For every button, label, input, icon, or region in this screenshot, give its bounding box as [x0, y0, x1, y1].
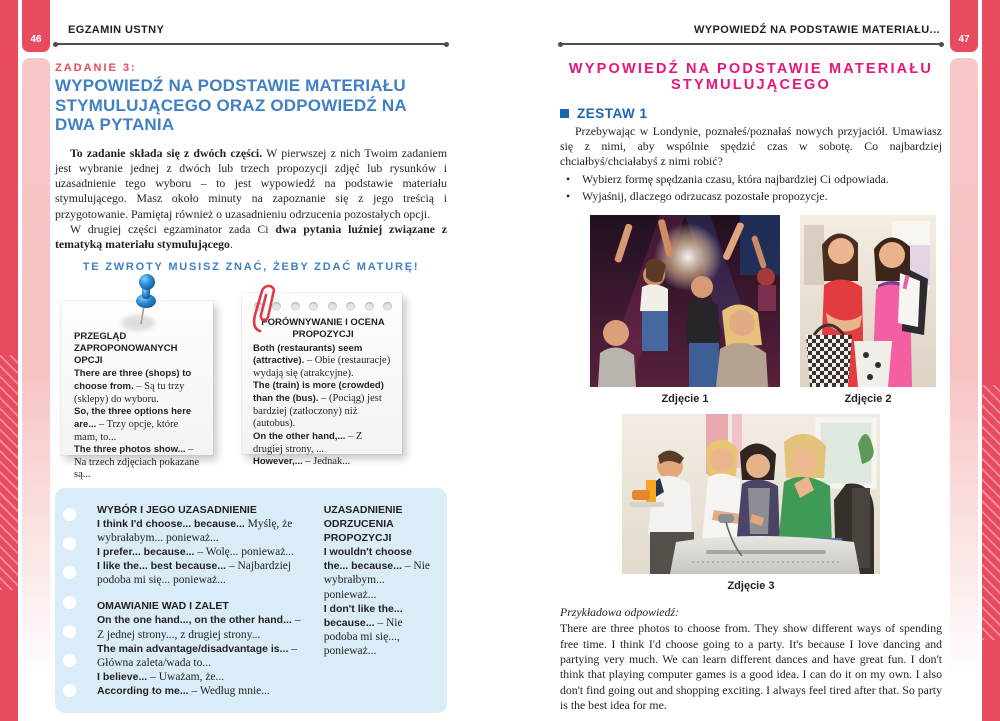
note-options-overview: [61, 301, 213, 481]
right-running-head: WYPOWIEDŹ NA PODSTAWIE MATERIAŁU...: [693, 24, 940, 36]
page-number-badge-right: [950, 0, 978, 52]
phrase-english: There are three (shops) to choose from.: [74, 368, 192, 393]
phrase-english: The main advantage/disadvantage is...: [97, 642, 289, 655]
phrase-item: [253, 380, 393, 431]
phrase-english: The three photos show...: [74, 444, 186, 456]
perforation-hole: [383, 302, 392, 311]
phrase-polish: – (Pociąg) jest bardziej (zatłoczony) niż (autobus).: [253, 393, 382, 430]
phrase-english: The (train) is more (crowded) than the (bus).: [253, 380, 384, 405]
phrase-polish: – Z jednej strony..., z drugiej strony...: [97, 614, 301, 641]
phrase-item: [74, 444, 204, 482]
right-page: [560, 24, 942, 713]
left-pink-strip: [22, 58, 50, 680]
note1-items: [74, 368, 204, 482]
phrase-section-title: OMAWIANIE WAD I ZALET: [97, 600, 229, 613]
phrase-english: I prefer... because...: [97, 546, 195, 559]
left-header-rule: [55, 43, 447, 45]
task-bullet-2: [560, 188, 942, 205]
square-bullet-icon: [560, 109, 569, 118]
phrase-english: I don't like the... because...: [323, 602, 403, 629]
bullet-text: Wybierz formę spędzania czasu, która najbardziej Ci odpowiada.: [582, 172, 889, 187]
right-header-rule: [560, 43, 942, 45]
intro-paragraph-2: [55, 222, 447, 252]
phrase-polish: – Główna zaleta/wada to...: [97, 642, 298, 669]
phrase-item: [324, 602, 435, 658]
task-text: Przebywając w Londynie, poznałeś/poznałaś nowych przyjaciół. Umawiasz się z nimi, aby wspólnie spędzić czas w sobotę. Co najbardziej chciałbyś/chciałabyś z nimi robić?: [560, 124, 942, 169]
note2-items: [253, 343, 393, 469]
sticky-notes-row: [55, 293, 447, 481]
punch-hole: [63, 684, 76, 697]
intro-p1-bold: To zadanie składa się z dwóch części.: [70, 146, 263, 161]
note1-title: PRZEGLĄD ZAPROPONOWANYCH OPCJI: [74, 330, 178, 366]
phrase-polish: – Uważam, że...: [147, 670, 225, 683]
bullet-dot: •: [566, 172, 571, 187]
phrase-item: [97, 670, 304, 684]
phrase-item: [97, 684, 304, 698]
left-running-head: EGZAMIN USTNY: [68, 24, 165, 36]
phrase-polish: – Trzy opcje, które mam, to...: [74, 418, 179, 443]
photo-1-figure: [590, 215, 780, 405]
phrase-polish: – Są tu trzy (sklepy) do wyboru.: [74, 381, 185, 405]
phrase-section-title: UZASADNIENIE ODRZUCENIA PROPOZYCJI: [323, 503, 403, 545]
sample-answer-text: There are three photos to choose from. They show different ways of spending free time. I think I'd choose going to a party. It's because I love dancing and partying very much. We can learn different dances and have great fun. I don't think that playing computer games is a good idea. I can do it on my own. I also don't find going out and shopping exciting. I always feel tired after that. So party is the best idea for me.: [560, 621, 942, 713]
photos-row: [560, 215, 942, 405]
phrase-polish: – Jednak...: [302, 456, 351, 468]
phrase-english: However,...: [253, 456, 303, 468]
intro-p2-pre: W drugiej części egzaminator zada Ci: [70, 221, 276, 236]
phrase-section-title: WYBÓR I JEGO UZASADNIENIE: [97, 503, 257, 516]
intro-p2-post: .: [229, 236, 233, 251]
punch-hole: [63, 596, 76, 609]
punch-hole: [63, 654, 76, 667]
phrase-item: [97, 517, 304, 545]
task-title-line1: WYPOWIEDŹ NA PODSTAWIE MATERIAŁU: [55, 76, 406, 95]
phrase-english: Both (restaurants) seem (attractive).: [253, 342, 363, 367]
note2-title: PORÓWNYWANIE I OCENA PROPOZYCJI: [261, 316, 385, 340]
phrase-item: [97, 613, 304, 641]
task-label: ZADANIE 3:: [55, 62, 137, 74]
must-know-banner: TE ZWROTY MUSISZ ZNAĆ, ŻEBY ZDAĆ MATURĘ!: [82, 260, 420, 273]
phrase-polish: – Według mnie...: [188, 684, 270, 697]
punch-hole-column: [63, 508, 76, 697]
photo-3-wrapper: [560, 414, 942, 592]
right-spine-bar: [982, 0, 1000, 721]
right-pink-strip: [950, 58, 978, 680]
phrase-english: I believe...: [97, 670, 148, 683]
page-number-right: 47: [958, 34, 970, 45]
phrase-english: So, the three options here are...: [74, 406, 192, 430]
phrase-box-column-1: [97, 503, 304, 698]
phrase-item: [97, 545, 304, 559]
task-title-line2: STYMULUJĄCEGO ORAZ ODPOWIEDŹ NA DWA PYTANIA: [55, 95, 407, 135]
page-number-badge-left: [22, 0, 50, 52]
perforation-hole: [328, 302, 337, 311]
phrase-polish: – Na trzech zdjęciach pokazane są...: [74, 444, 200, 481]
section-title: WYPOWIEDŹ NA PODSTAWIE MATERIAŁU STYMULUJĄCEGO: [568, 61, 934, 93]
bullet-dot: •: [566, 189, 571, 204]
punch-hole: [63, 625, 76, 638]
intro-paragraph-1: [55, 146, 447, 221]
punch-hole: [63, 537, 76, 550]
phrase-polish: Myślę, że wybrałabym... ponieważ...: [97, 517, 293, 545]
phrase-item: [97, 642, 304, 670]
bullet-text: Wyjaśnij, dlaczego odrzucasz pozostałe propozycje.: [582, 189, 828, 204]
intro-p1-rest: W pierwszej z nich Twoim zadaniem jest wybranie jednej z dwóch lub trzech propozycji zdjęć lub rysunków i uzasadnienie tego wyboru – to jest wypowiedź na podstawie materiału stymulującego. Masz około minuty na zapoznanie się z jego treścią i przygotowanie. Pamiętaj również o uzasadnieniu odrzucenia pozostałych opcji.: [55, 146, 448, 221]
phrase-polish: – Nie podoba mi się..., ponieważ...: [323, 616, 403, 657]
photo-3-gaming-image: [622, 414, 880, 574]
phrase-item: [97, 559, 304, 587]
phrase-polish: – Nie wybrałbym... ponieważ...: [323, 560, 431, 601]
photo-3-caption: Zdjęcie 3: [727, 580, 775, 593]
phrase-item: [74, 368, 204, 406]
phrase-english: On the one hand..., on the other hand...: [97, 614, 292, 627]
phrase-english: According to me...: [97, 684, 189, 697]
task-title: [55, 76, 447, 135]
right-spine-stripes: [982, 385, 1000, 640]
sample-answer: [560, 605, 942, 713]
phrase-box-column-2: [324, 503, 435, 698]
perforation-hole: [309, 302, 318, 311]
sample-answer-label: Przykładowa odpowiedź:: [560, 605, 679, 620]
set-heading: [560, 106, 942, 121]
paperclip-icon: [250, 281, 284, 337]
intro-text: [55, 146, 447, 252]
phrase-item: [324, 545, 435, 601]
punch-hole: [63, 566, 76, 579]
note-comparing-options: [242, 293, 402, 468]
phrase-polish: – Wolę... ponieważ...: [194, 546, 294, 559]
photo-2-shopping-image: [800, 215, 936, 387]
set-label: ZESTAW 1: [577, 106, 648, 121]
phrase-polish: – Z drugiej strony, ...: [253, 430, 363, 455]
phrase-item: [74, 406, 204, 444]
phrase-polish: – Najbardziej podoba mi się... ponieważ...: [97, 560, 292, 587]
perforation-hole: [291, 302, 300, 311]
left-page: [55, 24, 447, 713]
left-spine-bar: [0, 0, 18, 721]
photo-1-party-image: [590, 215, 780, 387]
task-bullets: [560, 171, 942, 205]
phrase-box: [55, 488, 447, 713]
phrase-item: [253, 431, 393, 456]
punch-hole: [63, 508, 76, 521]
pushpin-icon: [127, 274, 167, 326]
phrase-english: On the other hand,...: [253, 430, 346, 442]
phrase-item: [253, 343, 393, 381]
phrase-english: I like the... best because...: [97, 560, 226, 573]
photo-2-caption: Zdjęcie 2: [844, 393, 892, 406]
page-number-left: 46: [30, 34, 42, 45]
perforation-hole: [346, 302, 355, 311]
phrase-gap: [97, 587, 304, 599]
phrase-english: I think I'd choose... because...: [97, 517, 245, 530]
phrase-polish: – Obie (restauracje) wydają się (atrakcyjne).: [253, 355, 391, 379]
photo-1-caption: Zdjęcie 1: [661, 393, 709, 406]
photo-2-figure: [800, 215, 936, 405]
left-spine-stripes: [0, 355, 18, 590]
task-bullet-1: [560, 171, 942, 188]
phrase-english: I wouldn't choose the... because...: [323, 546, 412, 573]
intro-p2-bold: dwa pytania luźniej związane z tematyką materiału stymulującego: [55, 221, 447, 251]
perforation-hole: [365, 302, 374, 311]
phrase-item: [253, 456, 393, 469]
task-instructions: [560, 124, 942, 169]
